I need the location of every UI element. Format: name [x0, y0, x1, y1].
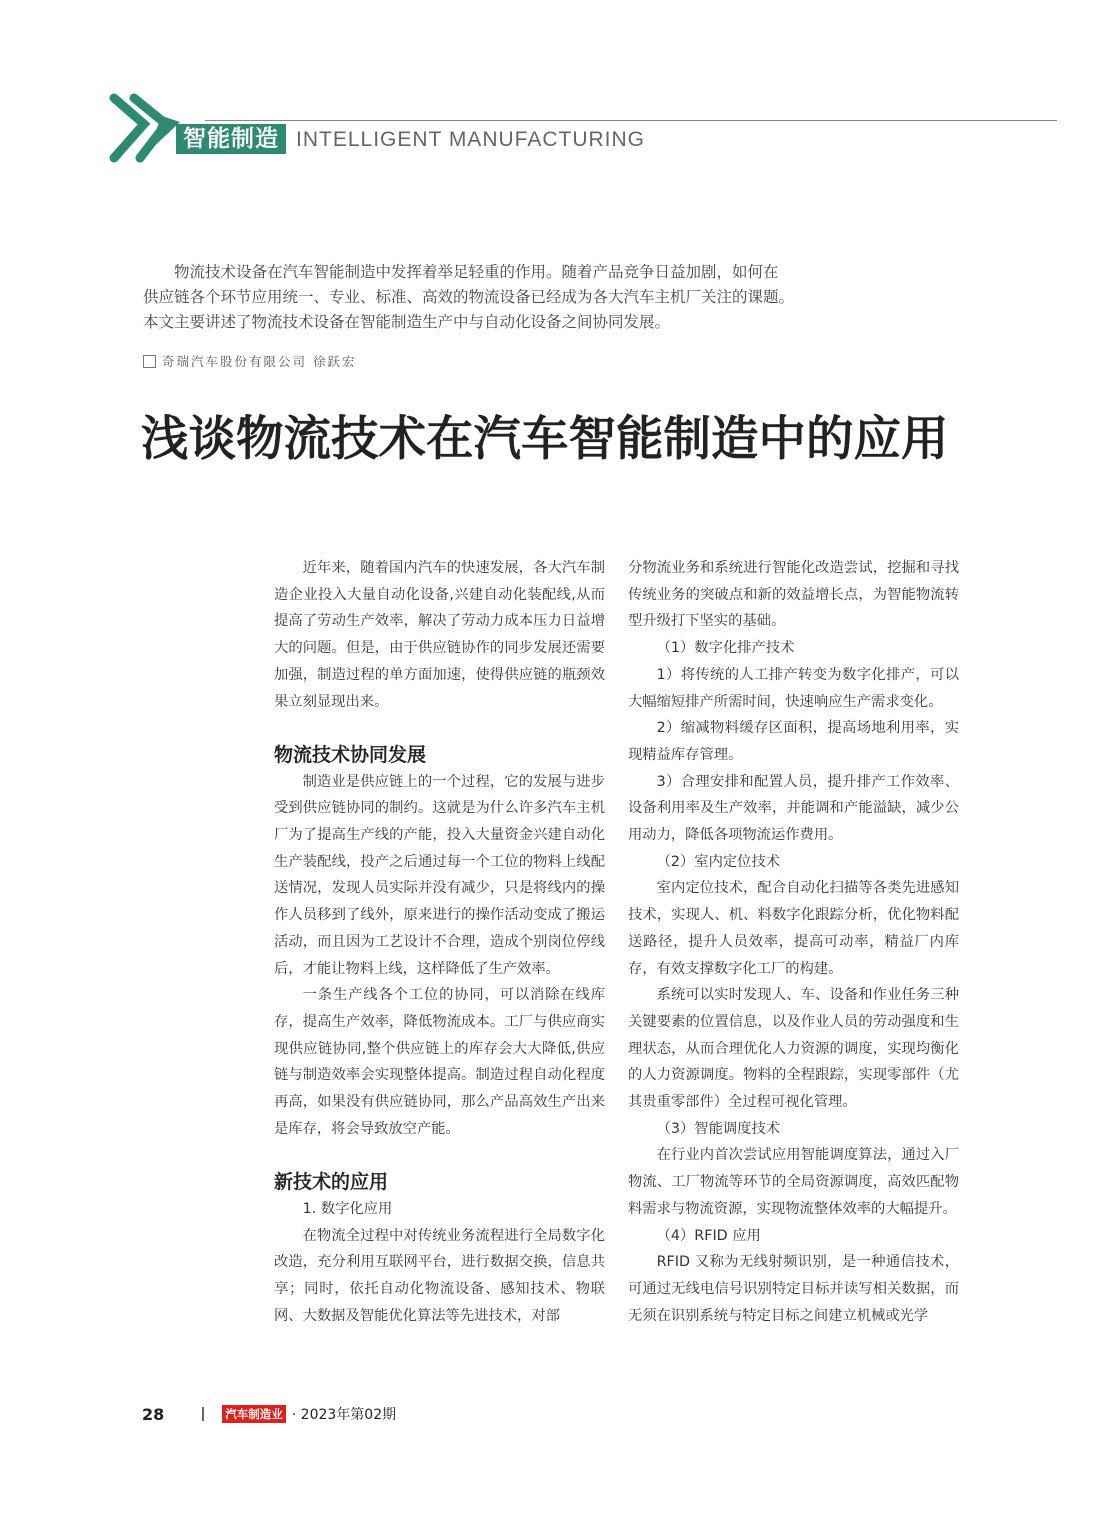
- magazine-logo: 汽车制造业: [222, 1405, 286, 1423]
- paragraph: 2）缩减物料缓存区面积，提高场地利用率，实现精益库存管理。: [628, 720, 959, 763]
- paragraph: 在行业内首次尝试应用智能调度算法，通过入厂物流、工厂物流等环节的全局资源调度，高效匹配物料需求与物流资源，实现物流整体效率的大幅提升。: [628, 1147, 959, 1217]
- section-heading: 新技术的应用: [274, 1171, 389, 1194]
- header-rule: [205, 120, 1057, 121]
- paragraph: 一条生产线各个工位的协同，可以消除在线库存，提高生产效率，降低物流成本。工厂与供应商实现供应链协同,整个供应链上的库存会大大降低,供应链与制造效率会实现整体提高。制造过程自动化程度再高，如果没有供应链协同，那么产品高效生产出来是库存，将会导致放空产能。: [274, 987, 605, 1137]
- paragraph: 在物流全过程中对传统业务流程进行全局数字化改造，充分利用互联网平台，进行数据交换，信息共享；同时，依托自动化物流设备、感知技术、物联网、大数据及智能优化算法等先进技术，对部: [274, 1227, 605, 1324]
- abstract-line: 物流技术设备在汽车智能制造中发挥着举足轻重的作用。随着产品竞争日益加剧，如何在: [143, 263, 779, 281]
- paragraph: RFID 又称为无线射频识别，是一种通信技术，可通过无线电信号识别特定目标并读写相关数据，而无须在识别系统与特定目标之间建立机械或光学: [628, 1254, 959, 1324]
- paragraph: 3）合理安排和配置人员，提升排产工作效率、设备利用率及生产效率，并能调和产能溢缺，减少公用动力，降低各项物流运作费用。: [628, 773, 959, 844]
- subheading: （3）智能调度技术: [656, 1120, 781, 1137]
- page-number: 28: [142, 1404, 165, 1424]
- paragraph: 室内定位技术，配合自动化扫描等各类先进感知技术，实现人、机、料数字化跟踪分析，优化物料配送路径，提升人员效率，提高可动率，精益厂内库存，有效支撑数字化工厂的构建。: [628, 880, 959, 977]
- paragraph: 近年来，随着国内汽车的快速发展，各大汽车制造企业投入大量自动化设备,兴建自动化装配线,从而提高了劳动生产效率，解决了劳动力成本压力日益增大的问题。但是，由于供应链协作的同步发展还需要加强，制造过程的单方面加速，使得供应链的瓶颈效果立刻显现出来。: [274, 560, 605, 710]
- abstract: [143, 260, 843, 335]
- abstract-line: 本文主要讲述了物流技术设备在智能制造生产中与自动化设备之间协同发展。: [143, 313, 671, 331]
- author: 奇瑞汽车股份有限公司 徐跃宏: [162, 354, 357, 369]
- paragraph: 1）将传统的人工排产转变为数字化排产，可以大幅缩短排产所需时间，快速响应生产需求变化。: [628, 666, 959, 710]
- footer-divider: [202, 1407, 204, 1421]
- subheading: （4）RFID 应用: [656, 1227, 761, 1244]
- article-title: 浅谈物流技术在汽车智能制造中的应用: [141, 412, 949, 467]
- subheading: 1. 数字化应用: [302, 1200, 393, 1217]
- subheading: （2）室内定位技术: [656, 853, 781, 870]
- right-column: [628, 555, 959, 1329]
- issue-label: · 2023年第02期: [291, 1407, 397, 1423]
- section-category-cn: 智能制造: [176, 124, 286, 154]
- paragraph: 系统可以实时发现人、车、设备和作业任务三种关键要素的位置信息，以及作业人员的劳动强度和生理状态，从而合理优化人力资源的调度，实现均衡化的人力资源调度。物料的全程跟踪，实现零部件（尤其贵重零部件）全过程可视化管理。: [628, 987, 959, 1111]
- paragraph: 分物流业务和系统进行智能化改造尝试，挖掘和寻找传统业务的突破点和新的效益增长点，为智能物流转型升级打下坚实的基础。: [628, 560, 959, 630]
- page-footer: [142, 1404, 396, 1424]
- subheading: （1）数字化排产技术: [656, 640, 795, 657]
- section-heading: 物流技术协同发展: [274, 743, 427, 766]
- abstract-line: 供应链各个环节应用统一、专业、标准、高效的物流设备已经成为各大汽车主机厂关注的课题。: [143, 288, 795, 306]
- byline: [143, 352, 356, 370]
- square-icon: [143, 355, 156, 368]
- left-column: [274, 555, 605, 1329]
- section-category-en: INTELLIGENT MANUFACTURING: [296, 128, 645, 151]
- paragraph: 制造业是供应链上的一个过程，它的发展与进步受到供应链协同的制约。这就是为什么许多汽车主机厂为了提高生产线的产能，投入大量资金兴建自动化生产装配线，投产之后通过每一个工位的物料上线配送情况，发现人员实际并没有减少，只是将线内的操作人员移到了线外，原来进行的操作活动变成了搬运活动，而且因为工艺设计不合理，造成个别岗位停线后，才能让物料上线，这样降低了生产效率。: [274, 773, 605, 977]
